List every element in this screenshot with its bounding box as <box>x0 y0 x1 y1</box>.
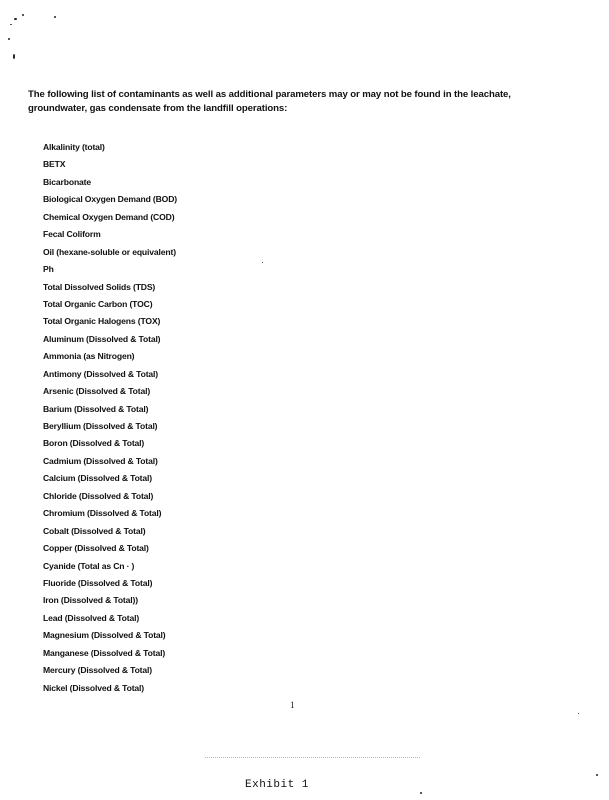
contaminant-item: Ammonia (as Nitrogen) <box>43 351 135 362</box>
contaminant-item: Iron (Dissolved & Total)) <box>43 595 138 606</box>
contaminant-item: Barium (Dissolved & Total) <box>43 403 149 414</box>
contaminant-item: Chromium (Dissolved & Total) <box>43 508 162 519</box>
contaminant-item: Ph <box>43 264 54 275</box>
contaminant-item: Magnesium (Dissolved & Total) <box>43 630 166 641</box>
scan-speck <box>8 38 10 40</box>
intro-line-1: The following list of contaminants as well as additional parameters may or may not be found in the leachate, <box>28 89 511 100</box>
contaminant-item: Beryllium (Dissolved & Total) <box>43 421 158 431</box>
contaminant-item: Antimony (Dissolved & Total) <box>43 368 159 379</box>
page-number: 1 <box>290 700 295 710</box>
contaminant-item: Mercury (Dissolved & Total) <box>43 665 152 676</box>
scan-speck <box>596 774 598 776</box>
scan-speck <box>54 16 56 18</box>
contaminant-item: Arsenic (Dissolved & Total) <box>43 386 151 397</box>
contaminant-item: Aluminum (Dissolved & Total) <box>43 333 161 344</box>
scan-speck <box>10 24 12 25</box>
contaminant-item: Total Organic Halogens (TOX) <box>43 316 161 327</box>
contaminant-item: BETX <box>43 159 66 170</box>
contaminant-item: Boron (Dissolved & Total) <box>43 438 145 449</box>
contaminant-item: Bicarbonate <box>43 176 92 187</box>
contaminant-item: Chloride (Dissolved & Total) <box>43 490 154 501</box>
intro-line-2: groundwater, gas condensate from the landfill operations: <box>28 103 288 114</box>
contaminant-item: Nickel (Dissolved & Total) <box>43 682 144 693</box>
contaminant-item: Fecal Coliform <box>43 229 101 240</box>
scan-speck <box>22 14 24 16</box>
contaminant-item: Biological Oxygen Demand (BOD) <box>43 194 177 205</box>
contaminant-item: Total Organic Carbon (TOC) <box>43 298 153 309</box>
contaminant-item: Chemical Oxygen Demand (COD) <box>43 211 175 222</box>
contaminant-item: Alkalinity (total) <box>43 142 105 152</box>
scan-speck <box>262 262 263 263</box>
contaminant-list <box>43 139 177 697</box>
contaminant-item: Cyanide (Total as Cn · ) <box>43 560 135 571</box>
exhibit-label: Exhibit 1 <box>245 779 309 791</box>
contaminant-item: Lead (Dissolved & Total) <box>43 612 140 623</box>
scan-speck <box>13 54 15 59</box>
scan-speck <box>578 713 579 714</box>
contaminant-item: Cadmium (Dissolved & Total) <box>43 455 158 466</box>
contaminant-item: Copper (Dissolved & Total) <box>43 543 149 554</box>
scan-speck <box>420 792 422 794</box>
contaminant-item: Fluoride (Dissolved & Total) <box>43 577 153 588</box>
intro-paragraph <box>28 88 568 116</box>
scan-noise-line <box>205 757 420 761</box>
contaminant-item: Calcium (Dissolved & Total) <box>43 473 152 484</box>
contaminant-item: Manganese (Dissolved & Total) <box>43 647 166 658</box>
contaminant-item: Cobalt (Dissolved & Total) <box>43 525 146 536</box>
contaminant-item: Oil (hexane-soluble or equivalent) <box>43 246 176 257</box>
contaminant-item: Total Dissolved Solids (TDS) <box>43 281 156 292</box>
scan-speck <box>14 18 17 20</box>
